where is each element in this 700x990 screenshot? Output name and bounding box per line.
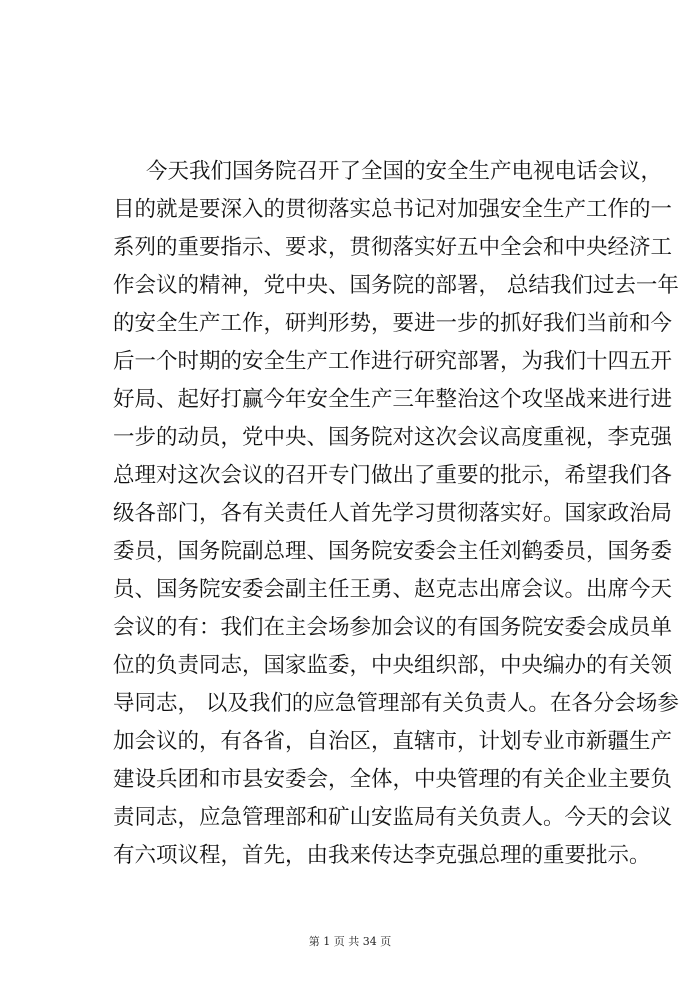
page-footer: 第 1 页 共 34 页 <box>308 935 392 948</box>
body-line: 员、国务院安委会副主任王勇、赵克志出席会议。出席今天 <box>113 577 673 602</box>
body-line: 会议的有：我们在主会场参加会议的有国务院安委会成员单 <box>113 615 673 640</box>
body-line: 目的就是要深入的贯彻落实总书记对加强安全生产工作的一 <box>113 197 673 222</box>
body-line: 导同志， 以及我们的应急管理部有关负责人。在各分会场参 <box>113 691 679 716</box>
body-line: 总理对这次会议的召开专门做出了重要的批示，希望我们各 <box>113 463 673 488</box>
body-line: 作会议的精神，党中央、国务院的部署， 总结我们过去一年 <box>113 273 679 298</box>
body-line: 系列的重要指示、要求，贯彻落实好五中全会和中央经济工 <box>113 235 673 260</box>
body-line: 的安全生产工作，研判形势，要进一步的抓好我们当前和今 <box>113 311 673 336</box>
body-line: 级各部门，各有关责任人首先学习贯彻落实好。国家政治局 <box>113 501 673 526</box>
body-line: 好局、起好打赢今年安全生产三年整治这个攻坚战来进行进 <box>113 387 673 412</box>
body-paragraph <box>113 153 679 875</box>
body-line: 加会议的，有各省，自治区，直辖市，计划专业市新疆生产 <box>113 729 673 754</box>
body-line: 后一个时期的安全生产工作进行研究部署，为我们十四五开 <box>113 349 673 374</box>
body-line: 责同志，应急管理部和矿山安监局有关负责人。今天的会议 <box>113 805 673 830</box>
body-line: 建设兵团和市县安委会，全体，中央管理的有关企业主要负 <box>113 767 673 792</box>
body-line: 有六项议程，首先，由我来传达李克强总理的重要批示。 <box>113 843 651 868</box>
body-line: 位的负责同志，国家监委，中央组织部，中央编办的有关领 <box>113 653 673 678</box>
body-line: 一步的动员，党中央、国务院对这次会议高度重视，李克强 <box>113 425 673 450</box>
body-line: 委员，国务院副总理、国务院安委会主任刘鹤委员，国务委 <box>113 539 673 564</box>
body-line: 今天我们国务院召开了全国的安全生产电视电话会议， <box>146 159 663 184</box>
